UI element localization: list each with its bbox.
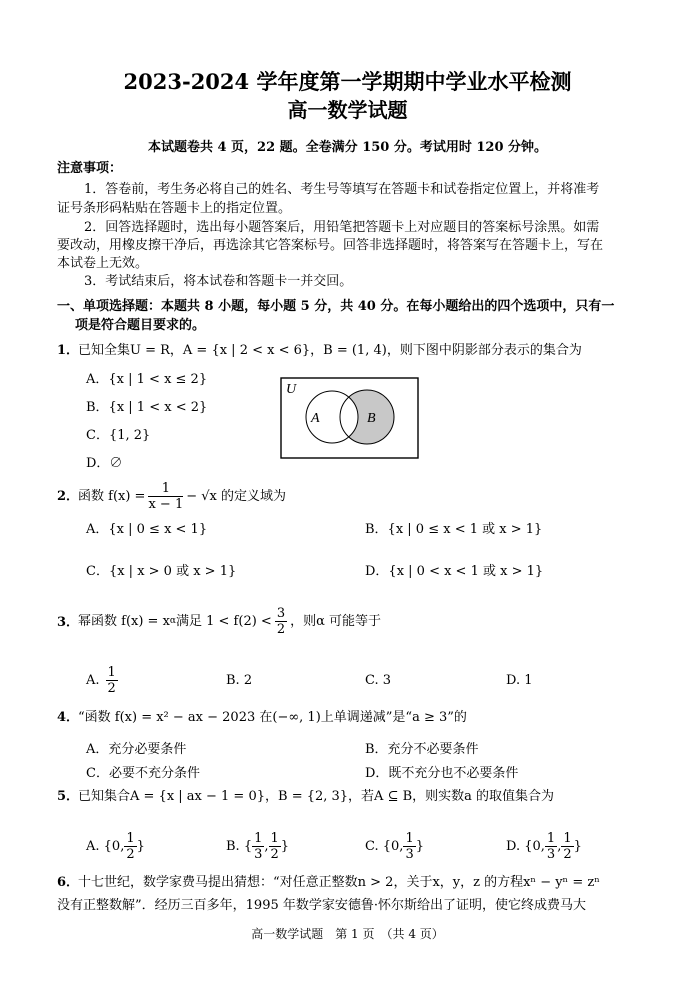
q5-option-a <box>86 826 145 866</box>
note-2c: 本试卷上无效。 <box>57 256 149 271</box>
q2-stem-pre: 函数 f(x) = <box>78 488 146 504</box>
q5-option-a-den: 2 <box>126 846 135 862</box>
q5-option-b-post: } <box>280 838 290 854</box>
q3-option-b: B. 2 <box>226 673 253 688</box>
q5-option-b <box>226 826 289 866</box>
q6-number: 6． <box>57 875 80 890</box>
q3-option-a-fraction <box>106 665 118 696</box>
q5-option-b-num2: 1 <box>270 830 279 846</box>
q3-frac-num: 3 <box>276 605 286 621</box>
note-1a: 1．答卷前，考生务必将自己的姓名、考生号等填写在答题卡和试卷指定位置上，并将准考 <box>84 182 600 197</box>
q3-option-a-den: 2 <box>107 680 116 696</box>
q5-option-a-post: } <box>136 838 145 854</box>
q2-frac-num: 1 <box>148 481 183 497</box>
q4-option-c: C．必要不充分条件 <box>86 766 200 781</box>
q5-option-a-fraction <box>124 831 136 862</box>
q3-option-c: C. 3 <box>365 673 392 688</box>
q4-option-d: D．既不充分也不必要条件 <box>365 766 519 781</box>
q5-option-c-pre: C. {0, <box>365 838 404 854</box>
exam-title: 2023-2024 学年度第一学期期中学业水平检测 <box>123 69 572 94</box>
q5-option-d-fraction-1 <box>545 831 557 862</box>
q6-line2: 没有正整数解”．经历三百多年，1995 年数学家安德鲁·怀尔斯给出了证明，使它终成费马大 <box>57 898 586 913</box>
q4-stem: “函数 f(x) = x² − ax − 2023 在(−∞, 1)上单调递减”是“a ≥ 3”的 <box>78 710 467 725</box>
q5-option-a-num: 1 <box>126 830 135 846</box>
q5-option-d-fraction-2 <box>561 831 573 862</box>
venn-label-u: U <box>286 382 297 397</box>
q2-option-a: A．{x | 0 ≤ x < 1} <box>86 522 208 537</box>
q5-option-b-fraction-1 <box>252 831 264 862</box>
q2-option-c: C．{x | x > 0 或 x > 1} <box>86 564 237 579</box>
notes-heading: 注意事项： <box>57 161 123 176</box>
q3-stem-mid: 满足 1 < f(2) < <box>176 613 272 629</box>
q1-option-a: A．{x | 1 < x ≤ 2} <box>86 372 208 387</box>
q5-option-d-den2: 2 <box>563 846 572 862</box>
q4-option-a: A．充分必要条件 <box>86 742 187 757</box>
q2-stem-post: − √x 的定义域为 <box>186 488 286 504</box>
q4-number: 4． <box>57 710 80 725</box>
section1-line1: 一、单项选择题：本题共 8 小题，每小题 5 分，共 40 分。在每小题给出的四个选项中，只有一 <box>57 299 615 314</box>
q4-option-b: B．充分不必要条件 <box>365 742 479 757</box>
q3-stem-post: ，则α 可能等于 <box>290 613 382 629</box>
section1-line2: 项是符合题目要求的。 <box>75 318 206 333</box>
q1-stem: 已知全集U = R，A = {x | 2 < x < 6}，B = (1, 4)，则下图中阴影部分表示的集合为 <box>78 343 582 358</box>
venn-diagram <box>280 377 420 459</box>
q3-frac-den: 2 <box>276 621 286 637</box>
q5-option-b-den2: 2 <box>270 846 279 862</box>
q5-number: 5． <box>57 789 80 804</box>
q5-option-d-num1: 1 <box>546 830 556 846</box>
note-3: 3．考试结束后，将本试卷和答题卡一并交回。 <box>84 274 353 289</box>
q2-option-b: B．{x | 0 ≤ x < 1 或 x > 1} <box>365 522 543 537</box>
q3-option-a-num: 1 <box>107 664 116 680</box>
q3-exponent: α <box>169 615 176 626</box>
q5-option-b-pre: B. { <box>226 838 253 854</box>
q3-stem-pre: 幂函数 f(x) = x <box>78 613 170 629</box>
q5-stem: 已知集合A = {x | ax − 1 = 0}，B = {2, 3}，若A ⊆ B，则实数a 的取值集合为 <box>78 789 555 804</box>
q5-option-b-mid: , <box>264 838 269 854</box>
venn-label-a: A <box>311 411 320 426</box>
q5-option-d-mid: , <box>557 838 562 854</box>
q5-option-d <box>506 826 582 866</box>
note-1b: 证号条形码粘贴在答题卡上的指定位置。 <box>57 201 292 216</box>
q3-option-d: D. 1 <box>506 673 533 688</box>
exam-subtitle: 高一数学试题 <box>287 98 408 122</box>
exam-info: 本试题卷共 4 页，22 题。全卷满分 150 分。考试用时 120 分钟。 <box>147 140 548 155</box>
q2-number: 2． <box>57 489 80 504</box>
q2-stem <box>78 474 286 518</box>
q3-number: 3． <box>57 615 80 630</box>
q5-option-b-fraction-2 <box>269 831 281 862</box>
q1-option-c: C．{1, 2} <box>86 428 151 443</box>
q2-frac-den: x − 1 <box>148 496 184 512</box>
q1-number: 1． <box>57 343 80 358</box>
q1-option-b: B．{x | 1 < x < 2} <box>86 400 208 415</box>
q5-option-c-den: 3 <box>405 846 414 862</box>
q3-fraction <box>275 606 287 637</box>
q5-option-d-num2: 1 <box>563 830 572 846</box>
q3-option-a-label: A. <box>86 672 100 688</box>
q5-option-d-post: } <box>573 838 582 854</box>
q5-option-c-post: } <box>415 838 424 854</box>
note-2b: 要改动，用橡皮擦干净后，再选涂其它答案标号。回答非选择题时，将答案写在答题卡上，写在 <box>57 238 604 253</box>
note-2a: 2．回答选择题时，选出每小题答案后，用铅笔把答题卡上对应题目的答案标号涂黑。如需 <box>84 220 600 235</box>
q5-option-d-den1: 3 <box>546 846 556 862</box>
q1-option-d: D．∅ <box>86 456 123 471</box>
q5-option-a-pre: A. {0, <box>86 838 125 854</box>
q5-option-c-fraction <box>403 831 415 862</box>
q5-option-b-num1: 1 <box>254 830 263 846</box>
q5-option-c <box>365 826 424 866</box>
venn-label-b: B <box>367 411 376 426</box>
q3-option-a <box>86 660 118 700</box>
q6-line1: 十七世纪，数学家费马提出猜想：“对任意正整数n > 2，关于x，y，z 的方程xⁿ − yⁿ = zⁿ <box>78 875 600 890</box>
q5-option-b-den1: 3 <box>254 846 263 862</box>
q5-option-d-pre: D. {0, <box>506 838 545 854</box>
page-footer: 高一数学试题 第 1 页 （共 4 页） <box>251 927 444 941</box>
q2-option-d: D．{x | 0 < x < 1 或 x > 1} <box>365 564 544 579</box>
q3-stem <box>78 599 381 643</box>
q2-fraction <box>148 481 183 512</box>
q5-option-c-num: 1 <box>405 830 414 846</box>
